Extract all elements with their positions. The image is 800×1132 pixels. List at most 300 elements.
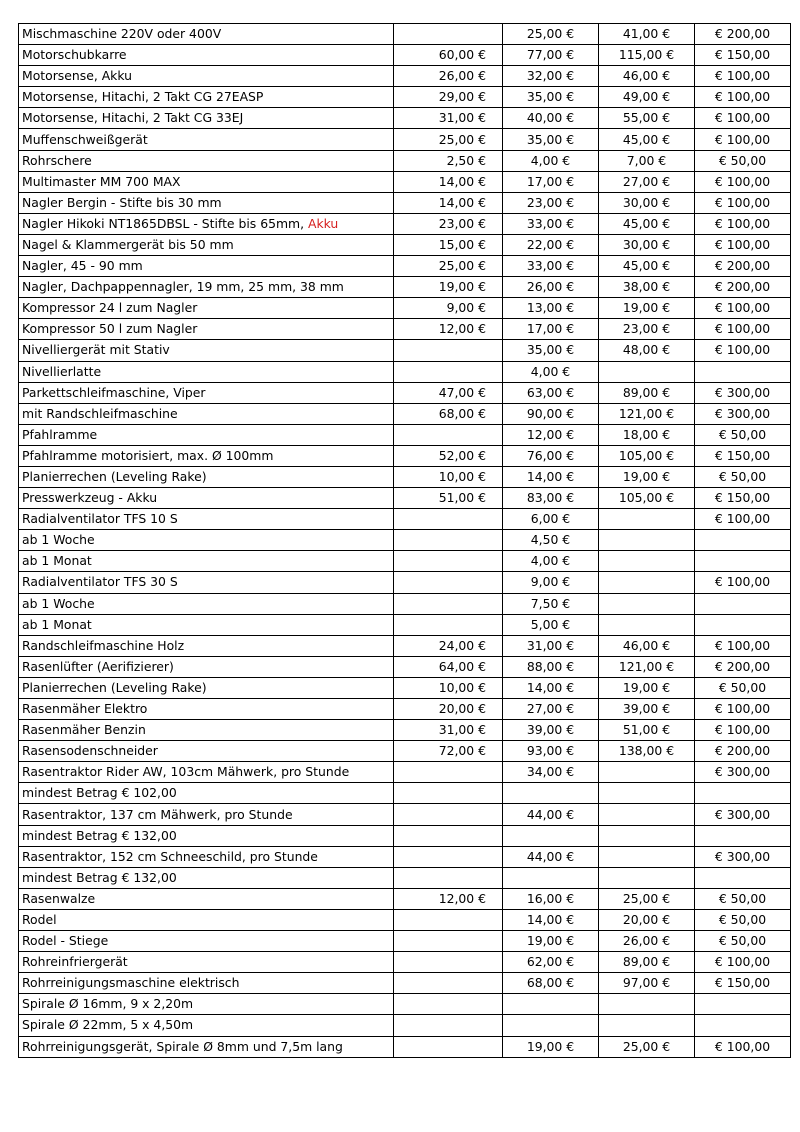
- price-cell-1: [394, 530, 503, 551]
- deposit-cell: € 200,00: [695, 277, 791, 298]
- item-name-cell: [19, 846, 394, 867]
- item-name-cell: [19, 614, 394, 635]
- price-cell-1: [394, 783, 503, 804]
- deposit-cell: € 300,00: [695, 762, 791, 783]
- table-row: [19, 509, 791, 530]
- table-row: [19, 445, 791, 466]
- item-name: Rasenmäher Benzin: [22, 722, 146, 738]
- price-cell-1: 14,00 €: [394, 171, 503, 192]
- price-cell-1: [394, 973, 503, 994]
- item-name-cell: [19, 108, 394, 129]
- item-name-cell: [19, 445, 394, 466]
- price-cell-2: 22,00 €: [503, 234, 599, 255]
- deposit-cell: € 100,00: [695, 509, 791, 530]
- price-cell-2: 62,00 €: [503, 952, 599, 973]
- price-cell-2: 17,00 €: [503, 171, 599, 192]
- price-cell-3: 121,00 €: [599, 656, 695, 677]
- item-name: Nivelliergerät mit Stativ: [22, 342, 170, 358]
- item-name: Spirale Ø 22mm, 5 x 4,50m: [22, 1017, 194, 1033]
- deposit-cell: € 100,00: [695, 952, 791, 973]
- price-cell-1: 12,00 €: [394, 888, 503, 909]
- price-cell-3: 27,00 €: [599, 171, 695, 192]
- item-name: Rasenmäher Elektro: [22, 701, 148, 717]
- table-row: [19, 952, 791, 973]
- item-name: Nagler, 45 - 90 mm: [22, 258, 143, 274]
- price-cell-1: 25,00 €: [394, 256, 503, 277]
- deposit-cell: € 50,00: [695, 150, 791, 171]
- item-name-cell: [19, 867, 394, 888]
- table-row: [19, 741, 791, 762]
- item-name: Spirale Ø 16mm, 9 x 2,20m: [22, 996, 194, 1012]
- item-name-cell: [19, 319, 394, 340]
- table-row: [19, 909, 791, 930]
- price-cell-1: 29,00 €: [394, 87, 503, 108]
- price-cell-2: [503, 783, 599, 804]
- deposit-cell: [695, 783, 791, 804]
- price-cell-3: 115,00 €: [599, 45, 695, 66]
- table-row: [19, 551, 791, 572]
- item-name: Rasenwalze: [22, 890, 96, 906]
- item-name-cell: [19, 234, 394, 255]
- table-row: [19, 256, 791, 277]
- price-cell-3: [599, 846, 695, 867]
- item-name: Rasenlüfter (Aerifizierer): [22, 658, 174, 674]
- price-cell-2: 4,00 €: [503, 150, 599, 171]
- price-cell-2: 31,00 €: [503, 635, 599, 656]
- item-name-cell: [19, 656, 394, 677]
- price-cell-2: 63,00 €: [503, 382, 599, 403]
- price-cell-1: 10,00 €: [394, 466, 503, 487]
- table-row: [19, 614, 791, 635]
- price-cell-3: [599, 530, 695, 551]
- price-cell-1: [394, 952, 503, 973]
- price-cell-1: [394, 867, 503, 888]
- price-cell-2: [503, 1015, 599, 1036]
- price-cell-3: [599, 614, 695, 635]
- deposit-cell: € 50,00: [695, 931, 791, 952]
- price-cell-2: 7,50 €: [503, 593, 599, 614]
- price-table: [18, 23, 791, 1058]
- item-name: Motorschubkarre: [22, 47, 127, 63]
- table-row: [19, 762, 791, 783]
- price-cell-3: 97,00 €: [599, 973, 695, 994]
- price-cell-2: 35,00 €: [503, 340, 599, 361]
- table-row: [19, 931, 791, 952]
- price-cell-2: 17,00 €: [503, 319, 599, 340]
- price-cell-1: 51,00 €: [394, 488, 503, 509]
- table-row: [19, 656, 791, 677]
- item-name-cell: [19, 994, 394, 1015]
- deposit-cell: [695, 867, 791, 888]
- item-name-cell: [19, 699, 394, 720]
- item-name: Rohrreinigungsgerät, Spirale Ø 8mm und 7,5m lang: [22, 1038, 343, 1054]
- price-cell-3: 23,00 €: [599, 319, 695, 340]
- item-name: Motorsense, Hitachi, 2 Takt CG 27EASP: [22, 89, 264, 105]
- price-cell-3: 19,00 €: [599, 677, 695, 698]
- table-row: [19, 298, 791, 319]
- item-name-cell: [19, 171, 394, 192]
- item-name-cell: [19, 551, 394, 572]
- item-name: Randschleifmaschine Holz: [22, 637, 185, 653]
- price-cell-1: [394, 804, 503, 825]
- price-cell-1: 24,00 €: [394, 635, 503, 656]
- table-row: [19, 530, 791, 551]
- item-name: Rasensodenschneider: [22, 743, 158, 759]
- deposit-cell: € 200,00: [695, 741, 791, 762]
- deposit-cell: [695, 994, 791, 1015]
- price-cell-2: 14,00 €: [503, 677, 599, 698]
- price-cell-1: 10,00 €: [394, 677, 503, 698]
- table-row: [19, 129, 791, 150]
- table-row: [19, 1015, 791, 1036]
- table-row: [19, 825, 791, 846]
- deposit-cell: € 100,00: [695, 572, 791, 593]
- item-name-cell: [19, 509, 394, 530]
- item-name-cell: [19, 340, 394, 361]
- price-cell-2: 76,00 €: [503, 445, 599, 466]
- table-row: [19, 87, 791, 108]
- price-cell-1: 23,00 €: [394, 213, 503, 234]
- price-cell-3: 7,00 €: [599, 150, 695, 171]
- price-cell-3: [599, 593, 695, 614]
- price-cell-2: 26,00 €: [503, 277, 599, 298]
- price-cell-2: 34,00 €: [503, 762, 599, 783]
- deposit-cell: € 150,00: [695, 973, 791, 994]
- item-name: mindest Betrag € 132,00: [22, 869, 177, 885]
- price-cell-2: 4,00 €: [503, 361, 599, 382]
- item-name-cell: [19, 888, 394, 909]
- table-row: [19, 45, 791, 66]
- price-cell-2: 27,00 €: [503, 699, 599, 720]
- price-cell-3: 89,00 €: [599, 382, 695, 403]
- deposit-cell: € 50,00: [695, 424, 791, 445]
- item-name-cell: [19, 66, 394, 87]
- price-cell-2: 5,00 €: [503, 614, 599, 635]
- price-cell-1: 60,00 €: [394, 45, 503, 66]
- price-cell-3: 26,00 €: [599, 931, 695, 952]
- deposit-cell: € 50,00: [695, 466, 791, 487]
- item-name-cell: [19, 909, 394, 930]
- item-name-cell: [19, 256, 394, 277]
- item-name: Nivellierlatte: [22, 363, 102, 379]
- price-cell-3: 45,00 €: [599, 256, 695, 277]
- deposit-cell: € 100,00: [695, 1036, 791, 1057]
- item-name: Parkettschleifmaschine, Viper: [22, 384, 206, 400]
- price-cell-3: 105,00 €: [599, 488, 695, 509]
- price-cell-1: [394, 909, 503, 930]
- deposit-cell: € 100,00: [695, 108, 791, 129]
- item-name: mindest Betrag € 102,00: [22, 785, 177, 801]
- table-row: [19, 1036, 791, 1057]
- item-name: Rohreinfriergerät: [22, 954, 128, 970]
- table-row: [19, 867, 791, 888]
- table-row: [19, 804, 791, 825]
- item-name: Planierrechen (Leveling Rake): [22, 679, 207, 695]
- item-name-cell: [19, 150, 394, 171]
- item-name: Rasentraktor, 137 cm Mähwerk, pro Stunde: [22, 806, 293, 822]
- price-cell-1: 68,00 €: [394, 403, 503, 424]
- deposit-cell: € 100,00: [695, 635, 791, 656]
- price-cell-2: 35,00 €: [503, 87, 599, 108]
- deposit-cell: € 200,00: [695, 256, 791, 277]
- table-row: [19, 319, 791, 340]
- item-name: Radialventilator TFS 10 S: [22, 511, 178, 527]
- item-name: Rohrreinigungsmaschine elektrisch: [22, 975, 240, 991]
- price-cell-2: 40,00 €: [503, 108, 599, 129]
- item-name: Radialventilator TFS 30 S: [22, 574, 178, 590]
- deposit-cell: [695, 593, 791, 614]
- price-cell-1: 52,00 €: [394, 445, 503, 466]
- item-name-cell: [19, 424, 394, 445]
- item-name-cell: [19, 593, 394, 614]
- price-cell-2: 19,00 €: [503, 931, 599, 952]
- price-cell-2: 6,00 €: [503, 509, 599, 530]
- item-name: Kompressor 24 l zum Nagler: [22, 300, 198, 316]
- item-name: Nagler Bergin - Stifte bis 30 mm: [22, 194, 222, 210]
- price-cell-2: 68,00 €: [503, 973, 599, 994]
- deposit-cell: € 100,00: [695, 87, 791, 108]
- price-cell-3: [599, 572, 695, 593]
- price-cell-3: [599, 825, 695, 846]
- price-cell-3: 48,00 €: [599, 340, 695, 361]
- price-cell-3: 105,00 €: [599, 445, 695, 466]
- item-name-cell: [19, 1015, 394, 1036]
- price-cell-2: 32,00 €: [503, 66, 599, 87]
- price-cell-2: 77,00 €: [503, 45, 599, 66]
- price-cell-3: [599, 361, 695, 382]
- table-row: [19, 171, 791, 192]
- table-row: [19, 846, 791, 867]
- item-name-cell: [19, 1036, 394, 1057]
- item-name-cell: [19, 192, 394, 213]
- price-cell-2: 14,00 €: [503, 466, 599, 487]
- item-name: Motorsense, Akku: [22, 68, 132, 84]
- price-cell-3: 121,00 €: [599, 403, 695, 424]
- item-name-cell: [19, 572, 394, 593]
- deposit-cell: € 100,00: [695, 699, 791, 720]
- item-name: Nagler, Dachpappennagler, 19 mm, 25 mm, 38 mm: [22, 279, 344, 295]
- price-cell-2: 19,00 €: [503, 1036, 599, 1057]
- item-name-cell: [19, 129, 394, 150]
- price-cell-2: 9,00 €: [503, 572, 599, 593]
- price-cell-1: [394, 825, 503, 846]
- price-cell-1: 19,00 €: [394, 277, 503, 298]
- deposit-cell: € 100,00: [695, 171, 791, 192]
- item-name: Nagler Hikoki NT1865DBSL - Stifte bis 65mm,: [22, 215, 308, 231]
- table-row: [19, 424, 791, 445]
- price-cell-3: 138,00 €: [599, 741, 695, 762]
- item-name: mit Randschleifmaschine: [22, 405, 178, 421]
- price-cell-3: 51,00 €: [599, 720, 695, 741]
- item-name-cell: [19, 825, 394, 846]
- table-body: [19, 24, 791, 1058]
- item-name: Kompressor 50 l zum Nagler: [22, 321, 198, 337]
- deposit-cell: € 100,00: [695, 192, 791, 213]
- price-cell-1: 64,00 €: [394, 656, 503, 677]
- price-cell-1: 2,50 €: [394, 150, 503, 171]
- price-cell-3: 46,00 €: [599, 635, 695, 656]
- table-row: [19, 699, 791, 720]
- price-cell-3: [599, 551, 695, 572]
- deposit-cell: [695, 530, 791, 551]
- table-row: [19, 24, 791, 45]
- price-cell-3: [599, 994, 695, 1015]
- deposit-cell: € 300,00: [695, 403, 791, 424]
- item-name: Rasentraktor, 152 cm Schneeschild, pro Stunde: [22, 848, 318, 864]
- price-cell-2: 4,00 €: [503, 551, 599, 572]
- price-cell-3: 25,00 €: [599, 1036, 695, 1057]
- item-name: ab 1 Woche: [22, 532, 95, 548]
- table-row: [19, 973, 791, 994]
- price-cell-1: [394, 340, 503, 361]
- item-name: Rohrschere: [22, 152, 92, 168]
- price-cell-1: [394, 614, 503, 635]
- deposit-cell: € 100,00: [695, 319, 791, 340]
- price-cell-1: 15,00 €: [394, 234, 503, 255]
- table-row: [19, 361, 791, 382]
- price-cell-1: [394, 509, 503, 530]
- price-cell-1: 31,00 €: [394, 720, 503, 741]
- item-name-cell: [19, 741, 394, 762]
- table-row: [19, 192, 791, 213]
- item-name-cell: [19, 361, 394, 382]
- item-name-cell: [19, 382, 394, 403]
- price-cell-2: 44,00 €: [503, 804, 599, 825]
- item-name-cell: [19, 952, 394, 973]
- table-row: [19, 213, 791, 234]
- deposit-cell: € 200,00: [695, 24, 791, 45]
- item-name: Mischmaschine 220V oder 400V: [22, 26, 222, 42]
- deposit-cell: € 150,00: [695, 488, 791, 509]
- price-cell-1: 14,00 €: [394, 192, 503, 213]
- table-row: [19, 234, 791, 255]
- price-cell-1: [394, 931, 503, 952]
- price-cell-3: 30,00 €: [599, 234, 695, 255]
- price-cell-3: 89,00 €: [599, 952, 695, 973]
- price-cell-2: 23,00 €: [503, 192, 599, 213]
- price-cell-3: 30,00 €: [599, 192, 695, 213]
- price-cell-2: 88,00 €: [503, 656, 599, 677]
- deposit-cell: € 50,00: [695, 888, 791, 909]
- table-row: [19, 572, 791, 593]
- price-cell-2: 14,00 €: [503, 909, 599, 930]
- price-cell-3: 38,00 €: [599, 277, 695, 298]
- price-cell-2: 12,00 €: [503, 424, 599, 445]
- price-cell-2: 25,00 €: [503, 24, 599, 45]
- price-cell-3: 39,00 €: [599, 699, 695, 720]
- deposit-cell: € 100,00: [695, 129, 791, 150]
- price-cell-3: 41,00 €: [599, 24, 695, 45]
- price-cell-1: [394, 994, 503, 1015]
- table-row: [19, 66, 791, 87]
- deposit-cell: € 100,00: [695, 66, 791, 87]
- price-cell-2: 33,00 €: [503, 256, 599, 277]
- price-cell-2: [503, 867, 599, 888]
- deposit-cell: [695, 361, 791, 382]
- price-cell-3: 45,00 €: [599, 129, 695, 150]
- table-row: [19, 783, 791, 804]
- deposit-cell: € 300,00: [695, 804, 791, 825]
- price-cell-2: 83,00 €: [503, 488, 599, 509]
- deposit-cell: [695, 1015, 791, 1036]
- price-cell-3: 19,00 €: [599, 298, 695, 319]
- price-cell-1: [394, 593, 503, 614]
- price-cell-3: 20,00 €: [599, 909, 695, 930]
- price-cell-3: 45,00 €: [599, 213, 695, 234]
- item-name-cell: [19, 24, 394, 45]
- item-name-cell: [19, 973, 394, 994]
- item-name-cell: [19, 45, 394, 66]
- price-cell-3: 19,00 €: [599, 466, 695, 487]
- price-cell-1: 31,00 €: [394, 108, 503, 129]
- price-cell-2: 4,50 €: [503, 530, 599, 551]
- table-row: [19, 677, 791, 698]
- deposit-cell: [695, 614, 791, 635]
- table-row: [19, 635, 791, 656]
- deposit-cell: € 100,00: [695, 340, 791, 361]
- price-cell-1: 25,00 €: [394, 129, 503, 150]
- item-name-cell: [19, 403, 394, 424]
- deposit-cell: € 300,00: [695, 846, 791, 867]
- item-name: Pfahlramme motorisiert, max. Ø 100mm: [22, 447, 274, 463]
- item-name: ab 1 Woche: [22, 595, 95, 611]
- deposit-cell: € 200,00: [695, 656, 791, 677]
- deposit-cell: € 50,00: [695, 677, 791, 698]
- price-cell-2: 16,00 €: [503, 888, 599, 909]
- price-cell-1: 12,00 €: [394, 319, 503, 340]
- price-cell-3: 49,00 €: [599, 87, 695, 108]
- price-cell-1: [394, 846, 503, 867]
- item-name: Muffenschweißgerät: [22, 131, 148, 147]
- item-name-highlight: Akku: [307, 215, 339, 231]
- deposit-cell: € 100,00: [695, 213, 791, 234]
- table-row: [19, 888, 791, 909]
- table-row: [19, 994, 791, 1015]
- deposit-cell: € 100,00: [695, 298, 791, 319]
- deposit-cell: € 150,00: [695, 445, 791, 466]
- item-name-cell: [19, 783, 394, 804]
- price-cell-1: [394, 24, 503, 45]
- item-name: mindest Betrag € 132,00: [22, 827, 177, 843]
- item-name-cell: [19, 87, 394, 108]
- price-cell-2: [503, 825, 599, 846]
- item-name: Rasentraktor Rider AW, 103cm Mähwerk, pro Stunde: [22, 764, 350, 780]
- price-cell-1: [394, 361, 503, 382]
- item-name-cell: [19, 762, 394, 783]
- price-cell-3: 25,00 €: [599, 888, 695, 909]
- table-row: [19, 150, 791, 171]
- price-cell-1: [394, 551, 503, 572]
- deposit-cell: [695, 551, 791, 572]
- price-cell-1: [394, 1015, 503, 1036]
- item-name-cell: [19, 213, 394, 234]
- price-cell-3: [599, 783, 695, 804]
- item-name-cell: [19, 488, 394, 509]
- item-name: Motorsense, Hitachi, 2 Takt CG 33EJ: [22, 110, 244, 126]
- price-cell-3: 55,00 €: [599, 108, 695, 129]
- price-cell-2: 39,00 €: [503, 720, 599, 741]
- item-name-cell: [19, 931, 394, 952]
- table-row: [19, 340, 791, 361]
- price-cell-2: 90,00 €: [503, 403, 599, 424]
- price-cell-2: 93,00 €: [503, 741, 599, 762]
- item-name: ab 1 Monat: [22, 553, 92, 569]
- item-name: Planierrechen (Leveling Rake): [22, 469, 207, 485]
- table-row: [19, 488, 791, 509]
- price-cell-3: [599, 867, 695, 888]
- price-cell-1: 47,00 €: [394, 382, 503, 403]
- deposit-cell: [695, 825, 791, 846]
